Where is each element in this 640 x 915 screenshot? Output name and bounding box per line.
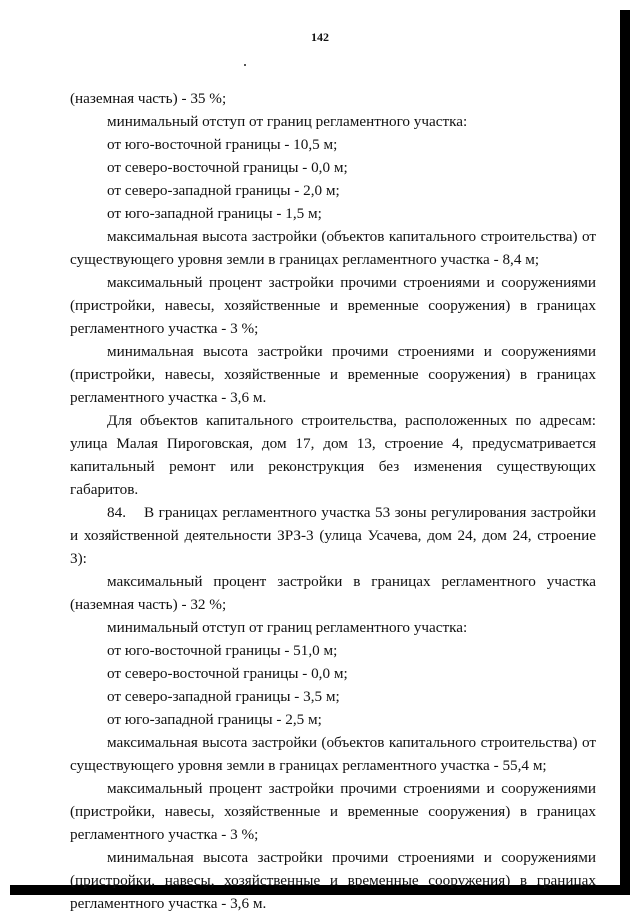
paragraph: от северо-восточной границы - 0,0 м;: [107, 665, 348, 682]
paragraph: от северо-восточной границы - 0,0 м;: [107, 159, 348, 176]
paragraph: минимальная высота застройки прочими строениями и сооружениями (пристройки, навесы, хозяйственные и временные сооружения) в границах регламентного участка - 3,6 м.: [70, 343, 596, 406]
paragraph: максимальный процент застройки в границах регламентного участка (наземная часть) - 32 %;: [70, 573, 596, 613]
paragraph: максимальная высота застройки (объектов капитального строительства) от существующего уровня земли в границах регламентного участка - 55,4 м;: [70, 734, 596, 774]
paragraph: максимальный процент застройки прочими строениями и сооружениями (пристройки, навесы, хозяйственные и временные сооружения) в границах регламентного участка - 3 %;: [70, 274, 596, 337]
paragraph: минимальный отступ от границ регламентного участка:: [107, 619, 468, 636]
paragraph: Для объектов капитального строительства, расположенных по адресам: улица Малая Пироговская, дом 17, дом 13, строение 4, предусматривается капитальный ремонт или реконструкция без изменения существующих габаритов.: [70, 412, 596, 498]
paragraph: от северо-западной границы - 3,5 м;: [107, 688, 340, 705]
paragraph: от юго-восточной границы - 51,0 м;: [107, 642, 338, 659]
paragraph: от юго-западной границы - 1,5 м;: [107, 205, 322, 222]
paragraph: максимальный процент застройки прочими строениями и сооружениями (пристройки, навесы, хозяйственные и временные сооружения) в границах регламентного участка - 3 %;: [70, 780, 596, 843]
paragraph: минимальный отступ от границ регламентного участка:: [107, 113, 468, 130]
paragraph: (наземная часть) - 35 %;: [70, 90, 227, 107]
paragraph: от юго-восточной границы - 10,5 м;: [107, 136, 338, 153]
paragraph: максимальная высота застройки (объектов капитального строительства) от существующего уровня земли в границах регламентного участка - 8,4 м;: [70, 228, 596, 268]
document-body: [70, 87, 596, 915]
page-number: 142: [311, 30, 329, 44]
paragraph: от юго-западной границы - 2,5 м;: [107, 711, 322, 728]
page-edge-right: [620, 10, 630, 895]
paragraph: минимальная высота застройки прочими строениями и сооружениями (пристройки, навесы, хозяйственные и временные сооружения) в границах регламентного участка - 3,6 м.: [70, 849, 596, 912]
paragraph: от северо-западной границы - 2,0 м;: [107, 182, 340, 199]
scan-speck: [244, 64, 246, 66]
paragraph: 84. В границах регламентного участка 53 зоны регулирования застройки и хозяйственной деятельности ЗРЗ-3 (улица Усачева, дом 24, дом 24, строение 3):: [70, 504, 596, 567]
